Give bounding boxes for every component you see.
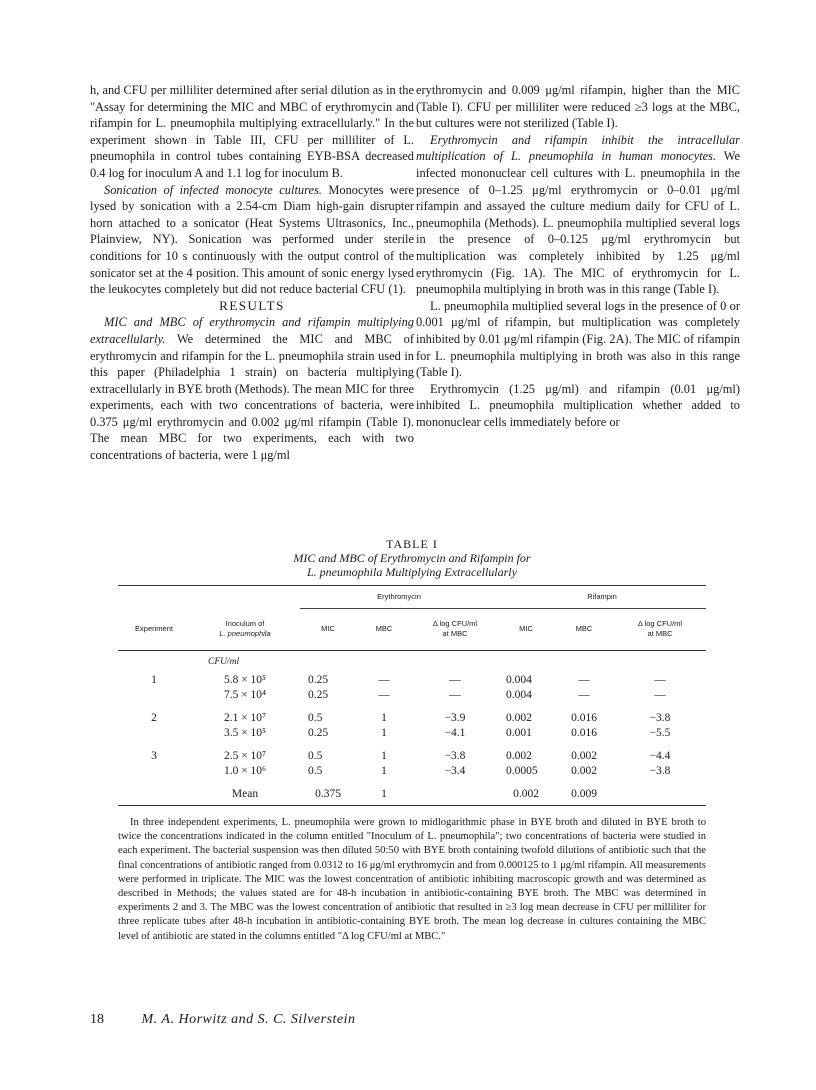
- mean-label: Mean: [231, 787, 259, 800]
- page-number: 18: [90, 1012, 104, 1027]
- paragraph: [90, 182, 414, 298]
- col-header: Experiment: [135, 623, 173, 633]
- paragraph: erythromycin and 0.009 μg/ml rifampin, higher than the MIC (Table I). CFU per milliliter were reduced ≥3 logs at the MBC, but cultures were not sterilized (Table I).: [416, 83, 740, 131]
- cell: 0.002: [506, 750, 532, 762]
- left-column: [90, 82, 414, 464]
- cell: 3.5 × 10⁵: [223, 727, 267, 739]
- cell: 0.5: [308, 712, 323, 724]
- cell: 2: [151, 712, 157, 724]
- table-footnote: [118, 816, 706, 944]
- col-header: Δ log CFU/ml at MBC: [432, 619, 478, 638]
- col-header: Inoculum of L. pneumophila: [219, 618, 271, 638]
- cell: −3.4: [444, 765, 466, 777]
- col-header: MBC: [575, 624, 593, 633]
- cell: 0.5: [308, 765, 323, 777]
- cell: 0.001: [506, 727, 532, 739]
- cell: 0.004: [506, 689, 532, 701]
- paragraph-lead: Sonication of infected monocyte cultures.: [104, 182, 322, 197]
- cell: —: [654, 674, 666, 686]
- table-row: [118, 711, 706, 726]
- table-1: [118, 537, 706, 806]
- cell: −3.8: [444, 750, 466, 762]
- cell: —: [578, 674, 590, 686]
- cell: 0.25: [308, 689, 329, 701]
- cell: 1: [381, 727, 387, 739]
- table-row: [118, 726, 706, 741]
- cell: 0.25: [308, 727, 329, 739]
- cell: 0.002: [506, 712, 532, 724]
- paragraph: [416, 132, 740, 298]
- section-heading: RESULTS: [219, 297, 285, 313]
- cell: 0.016: [571, 727, 597, 739]
- cell: 0.002: [571, 750, 597, 762]
- cell: 1: [381, 750, 387, 762]
- paragraph-body: We infected mononuclear cell cultures with L. pneumophila in the presence of 0–1.25 μg/ml erythromycin or 0–0.01 μg/ml rifampin and assayed the culture medium daily for CFU of L. pneumophila (Methods). L. pneumophila multiplied several logs in the presence of 0–0.125 μg/ml erythromycin but multiplication was completely inhibited by 1.25 μg/ml erythromycin (Fig. 1A). The MIC of erythromycin for L. pneumophila multiplying in broth was in this range (Table I).: [416, 149, 741, 297]
- paragraph: h, and CFU per milliliter determined after serial dilution as in the "Assay for determining the MIC and MBC of erythromycin and rifampin for L. pneumophila multiplying extracellularly." In the experiment shown in Table III, CFU per milliliter of L. pneumophila in control tubes containing EYB-BSA decreased 0.4 log for inoculum A and 1.1 log for inoculum B.: [90, 83, 414, 180]
- data-table: [118, 586, 706, 805]
- cell: −3.8: [649, 712, 671, 724]
- cell: 2.1 × 10⁷: [223, 712, 267, 724]
- table-subtitle: L. pneumophila Multiplying Extracellularly: [307, 565, 517, 579]
- cell: 0.009: [571, 787, 597, 800]
- table-bottom-rule: [118, 805, 706, 806]
- cell: 0.0005: [506, 765, 538, 777]
- cell: 5.8 × 10⁵: [223, 674, 267, 686]
- cell: [118, 726, 190, 741]
- cell: [118, 688, 190, 703]
- cell: —: [449, 674, 461, 686]
- cell: 1: [381, 765, 387, 777]
- footnote-text: In three independent experiments, L. pneumophila were grown to midlogarithmic phase in BYE broth and diluted in BYE broth to twice the concentrations indicated in the column entitled "Inoculum of L. pneumophila"; two concentrations of bacteria were studied in each experiment. The bacterial suspension was then diluted 50:50 with BYE broth containing twofold dilutions of antibiotic such that the final concentrations of antibiotic ranged from 0.0312 to 16 μg/ml erythromycin and from 0.000125 to 1 μg/ml rifampin. All measurements were performed in triplicate. The MIC was the lowest concentration of antibiotic inhibiting macroscopic growth and was determined as described in Methods; the values stated are for 48-h incubation in antibiotic-containing BYE broth. The MBC was determined in experiments 2 and 3. The MBC was the lowest concentration of antibiotic that resulted in ≥3 log mean decrease in CFU per milliliter for three replicate tubes after 48-h incubation in antibiotic-containing BYE broth. The mean log decrease in cultures containing the MBC level of antibiotic are stated in the columns entitled "Δ log CFU/ml at MBC.": [118, 817, 706, 942]
- cell: 0.002: [513, 787, 539, 800]
- cell: 2.5 × 10⁷: [223, 750, 267, 762]
- group-erythromycin: Erythromycin: [300, 586, 498, 608]
- cell: −5.5: [649, 727, 671, 739]
- table-row: [118, 688, 706, 703]
- table-row: [118, 764, 706, 779]
- cell: —: [378, 674, 390, 686]
- cell: −4.4: [649, 750, 671, 762]
- cell: −4.1: [444, 727, 466, 739]
- cell: —: [378, 689, 390, 701]
- cell: 3: [151, 750, 157, 762]
- table-subtitle: MIC and MBC of Erythromycin and Rifampin for: [293, 551, 531, 565]
- spacer-row: [118, 741, 706, 749]
- cell: 0.5: [308, 750, 323, 762]
- paragraph: Erythromycin (1.25 μg/ml) and rifampin (0.01 μg/ml) inhibited L. pneumophila multiplication whether added to mononuclear cells immediately before or: [416, 381, 740, 429]
- table-row: [118, 673, 706, 688]
- cell: 1.0 × 10⁶: [223, 765, 267, 777]
- cell: −3.9: [444, 712, 466, 724]
- page-footer: [90, 1012, 356, 1028]
- cell: 0.002: [571, 765, 597, 777]
- table-title: TABLE I: [386, 537, 438, 551]
- col-header: MIC: [519, 624, 533, 633]
- paragraph-body: We determined the MIC and MBC of erythromycin and rifampin for the L. pneumophila strain used in this paper (Philadelphia 1 strain) on bacteria multiplying extracellularly in BYE broth (Methods). The mean MIC for three experiments, each with two concentrations of bacteria, were 0.375 μg/ml erythromycin and 0.002 μg/ml rifampin (Table I). The mean MBC for two experiments, each with two concentrations of bacteria, were 1 μg/ml: [90, 331, 414, 463]
- col-header: MBC: [375, 624, 393, 633]
- paragraph-lead: Erythromycin and rifampin inhibit the intracellular multiplication of L. pneumophila in human monocytes.: [416, 132, 740, 164]
- table-body: [118, 673, 706, 783]
- paragraph: [90, 314, 414, 463]
- cell: 0.016: [571, 712, 597, 724]
- col-header: MIC: [321, 624, 335, 633]
- unit-label: CFU/ml: [208, 656, 240, 667]
- cell: 0.375: [315, 787, 341, 800]
- spacer-row: [118, 703, 706, 711]
- cell: 1: [381, 712, 387, 724]
- cell: 1: [381, 787, 387, 800]
- cell: 7.5 × 10⁴: [223, 689, 267, 701]
- col-header: Δ log CFU/ml at MBC: [637, 619, 683, 638]
- paragraph-lead: MIC and MBC of erythromycin and rifampin multiplying extracellularly.: [90, 315, 414, 346]
- cell: 1: [151, 674, 157, 686]
- cell: 0.004: [506, 674, 532, 686]
- right-column: [416, 82, 740, 430]
- mean-row: [118, 783, 706, 805]
- cell: —: [578, 689, 590, 701]
- running-authors: M. A. Horwitz and S. C. Silverstein: [141, 1012, 356, 1027]
- paragraph-body: Monocytes were lysed by sonication with a 2.54-cm Diam high-gain disrupter horn attached to a sonicator (Heat Systems Ultrasonics, Inc., Plainview, NY). Sonication was performed under sterile conditions for 10 s continuously with the output control of the sonicator set at the 4 position. This amount of sonic energy lysed the leukocytes completely but did not reduce bacterial CFU (1).: [90, 182, 414, 297]
- group-rifampin: Rifampin: [498, 586, 706, 608]
- table-row: [118, 749, 706, 764]
- cell: —: [449, 689, 461, 701]
- cell: —: [654, 689, 666, 701]
- cell: −3.8: [649, 765, 671, 777]
- paragraph: L. pneumophila multiplied several logs in the presence of 0 or 0.001 μg/ml of rifampin, but multiplication was completely inhibited by 0.01 μg/ml rifampin (Fig. 2A). The MIC of rifampin for L. pneumophila multiplying in broth was also in this range (Table I).: [416, 298, 740, 380]
- cell: [118, 764, 190, 779]
- cell: 0.25: [308, 674, 329, 686]
